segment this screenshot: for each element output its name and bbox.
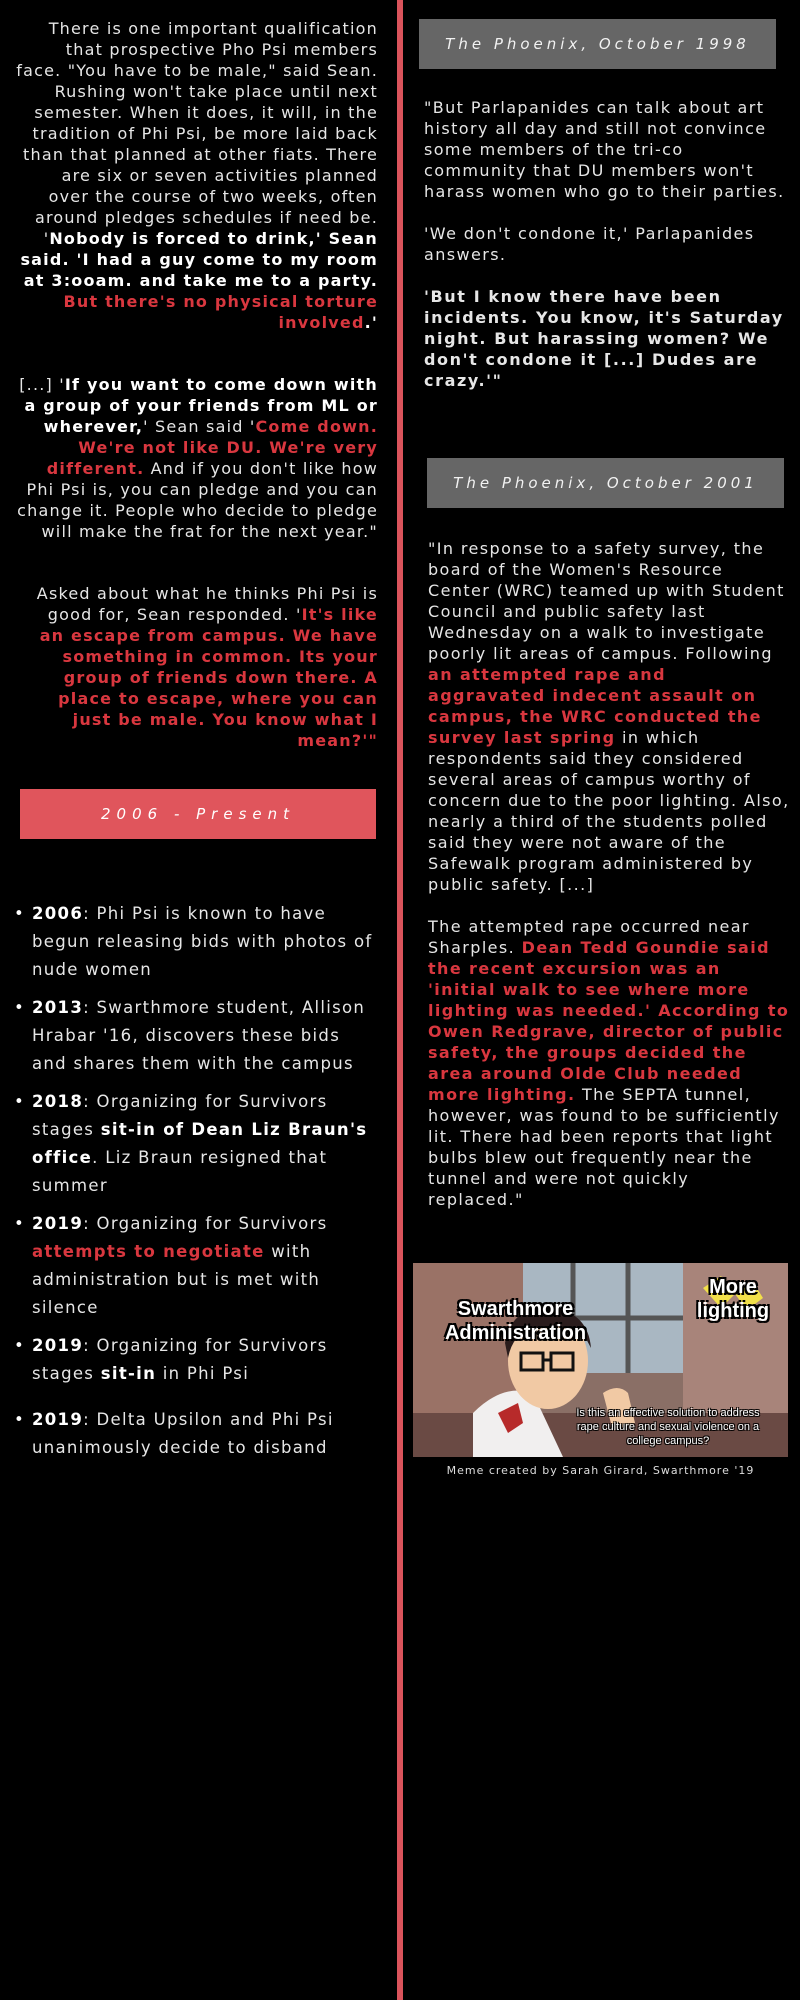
text: " bbox=[368, 731, 378, 750]
text: There is one important qualification that prospective Pho Psi members face. "You have to be male," said Sean. Rushing won't take place until next semester. When it does, it will, in the tradition of Phi Psi, be more laid back than that planned at other fiats. There are six or seven activities planned over the course of two weeks, often around pledges schedules if need be. ' bbox=[16, 19, 378, 248]
text: Asked about what he thinks Phi Psi is good for, Sean responded. ' bbox=[36, 584, 378, 624]
timeline-item bbox=[12, 900, 377, 984]
timeline-text: : Delta Upsilon and Phi Psi unanimously decide to disband bbox=[32, 1410, 334, 1457]
timeline-text: with administration but is met with silence bbox=[32, 1242, 321, 1317]
timeline-text: . Liz Braun resigned that summer bbox=[32, 1148, 328, 1195]
text: .' bbox=[364, 313, 378, 332]
bullet-icon: • bbox=[14, 1410, 26, 1429]
article-paragraph bbox=[428, 916, 790, 1210]
timeline-text: in Phi Psi bbox=[156, 1364, 250, 1383]
article-paragraph bbox=[428, 538, 790, 895]
timeline-year: 2006 bbox=[32, 904, 84, 923]
phoenix-1998-banner: The Phoenix, October 1998 bbox=[419, 19, 776, 69]
bullet-icon: • bbox=[14, 1336, 26, 1355]
phoenix-2001-article bbox=[428, 538, 790, 1210]
quote-paragraph: 'We don't condone it,' Parlapanides answers. bbox=[424, 224, 755, 264]
text: ' Sean said ' bbox=[143, 417, 256, 436]
highlight-text: But there's no physical torture involved bbox=[63, 292, 378, 332]
highlight-text: Dean Tedd Goundie said the recent excursion was an 'initial walk to see where more lighting was needed.' According to Owen Redgrave, director of public safety, the groups decided the area around Olde Club needed more lighting. bbox=[428, 938, 790, 1104]
text: The attempted rape occurred near Sharples. bbox=[428, 917, 750, 957]
phoenix-1998-article bbox=[424, 97, 786, 391]
highlight-text: It's like an escape from campus. We have something in common. Its your group of friends down there. A place to escape, where you can just be male. You know what I mean?' bbox=[39, 605, 378, 750]
bold-text: If you want to come down with a group of your friends from ML or wherever, bbox=[24, 375, 378, 436]
bullet-icon: • bbox=[14, 1092, 26, 1111]
meme-bottom-text: Is this an effective solution to address rape culture and sexual violence on a college campus? bbox=[576, 1407, 760, 1447]
center-divider bbox=[397, 0, 403, 2000]
timeline-year: 2013 bbox=[32, 998, 84, 1017]
timeline-banner: 2006 - Present bbox=[20, 789, 376, 839]
timeline-year: 2018 bbox=[32, 1092, 84, 1111]
text: in which respondents said they considered several areas of campus worthy of concern due to the poor lighting. Also, nearly a third of the students polled said they were not aware of the Safewalk program administered by public safety. [...] bbox=[428, 728, 790, 894]
text: [...] ' bbox=[19, 375, 65, 394]
text: And if you don't like how Phi Psi is, you can pledge and you can change it. People who decide to pledge will make the frat for the next year." bbox=[17, 459, 378, 541]
timeline-text: : Swarthmore student, Allison Hrabar '16, discovers these bids and shares them with the campus bbox=[32, 998, 366, 1073]
meme-label-left: Swarthmore Administration bbox=[444, 1298, 587, 1344]
timeline-year: 2019 bbox=[32, 1214, 84, 1233]
timeline-item bbox=[12, 1088, 377, 1200]
quote-paragraph: "But Parlapanides can talk about art history all day and still not convince some members of the tri-co community that DU members won't harass women who go to their parties. bbox=[424, 98, 785, 201]
highlight-text: Come down. We're not like DU. We're very different. bbox=[46, 417, 378, 478]
bullet-icon: • bbox=[14, 998, 26, 1017]
text: "In response to a safety survey, the board of the Women's Resource Center (WRC) teamed up with Student Council and public safety last Wednesday on a walk to investigate poorly lit areas of campus. Following bbox=[428, 539, 785, 663]
timeline-text: : Phi Psi is known to have begun releasing bids with photos of nude women bbox=[32, 904, 373, 979]
bullet-icon: • bbox=[14, 1214, 26, 1233]
timeline-highlight: attempts to negotiate bbox=[32, 1242, 265, 1261]
timeline-bold: sit-in bbox=[100, 1364, 157, 1383]
phi-psi-rush-paragraph bbox=[16, 18, 378, 333]
timeline-text: : Organizing for Survivors bbox=[83, 1214, 328, 1233]
timeline-item bbox=[12, 1332, 377, 1388]
phi-psi-escape-paragraph bbox=[24, 583, 378, 751]
meme-label-right: More lighting bbox=[696, 1276, 770, 1322]
highlight-quote: 'But I know there have been incidents. You know, it's Saturday night. But harassing women? We don't condone it [...] Dudes are crazy.'" bbox=[424, 287, 784, 390]
timeline-text: : Organizing for Survivors stages bbox=[32, 1092, 328, 1139]
phoenix-2001-banner: The Phoenix, October 2001 bbox=[427, 458, 784, 508]
text: The SEPTA tunnel, however, was found to be sufficiently lit. There had been reports that light bulbs blew out frequently near the tunnel and were not quickly replaced." bbox=[428, 1085, 780, 1209]
timeline-year: 2019 bbox=[32, 1336, 84, 1355]
phi-psi-come-down-paragraph bbox=[16, 374, 378, 542]
timeline-list bbox=[12, 900, 377, 1472]
timeline-item bbox=[12, 1210, 377, 1322]
timeline-item bbox=[12, 1406, 377, 1462]
timeline-item bbox=[12, 994, 377, 1078]
bullet-icon: • bbox=[14, 904, 26, 923]
highlight-text: an attempted rape and aggravated indecent assault on campus, the WRC conducted the survey last spring bbox=[428, 665, 762, 747]
timeline-text: : Organizing for Survivors stages bbox=[32, 1336, 328, 1383]
meme-image bbox=[413, 1263, 788, 1457]
meme-caption: Meme created by Sarah Girard, Swarthmore '19 bbox=[446, 1464, 755, 1477]
bold-text: Nobody is forced to drink,' Sean said. 'I had a guy come to my room at 3:ooam. and take me to a party. bbox=[20, 229, 378, 290]
timeline-year: 2019 bbox=[32, 1410, 84, 1429]
timeline-bold: sit-in of Dean Liz Braun's office bbox=[32, 1120, 368, 1167]
